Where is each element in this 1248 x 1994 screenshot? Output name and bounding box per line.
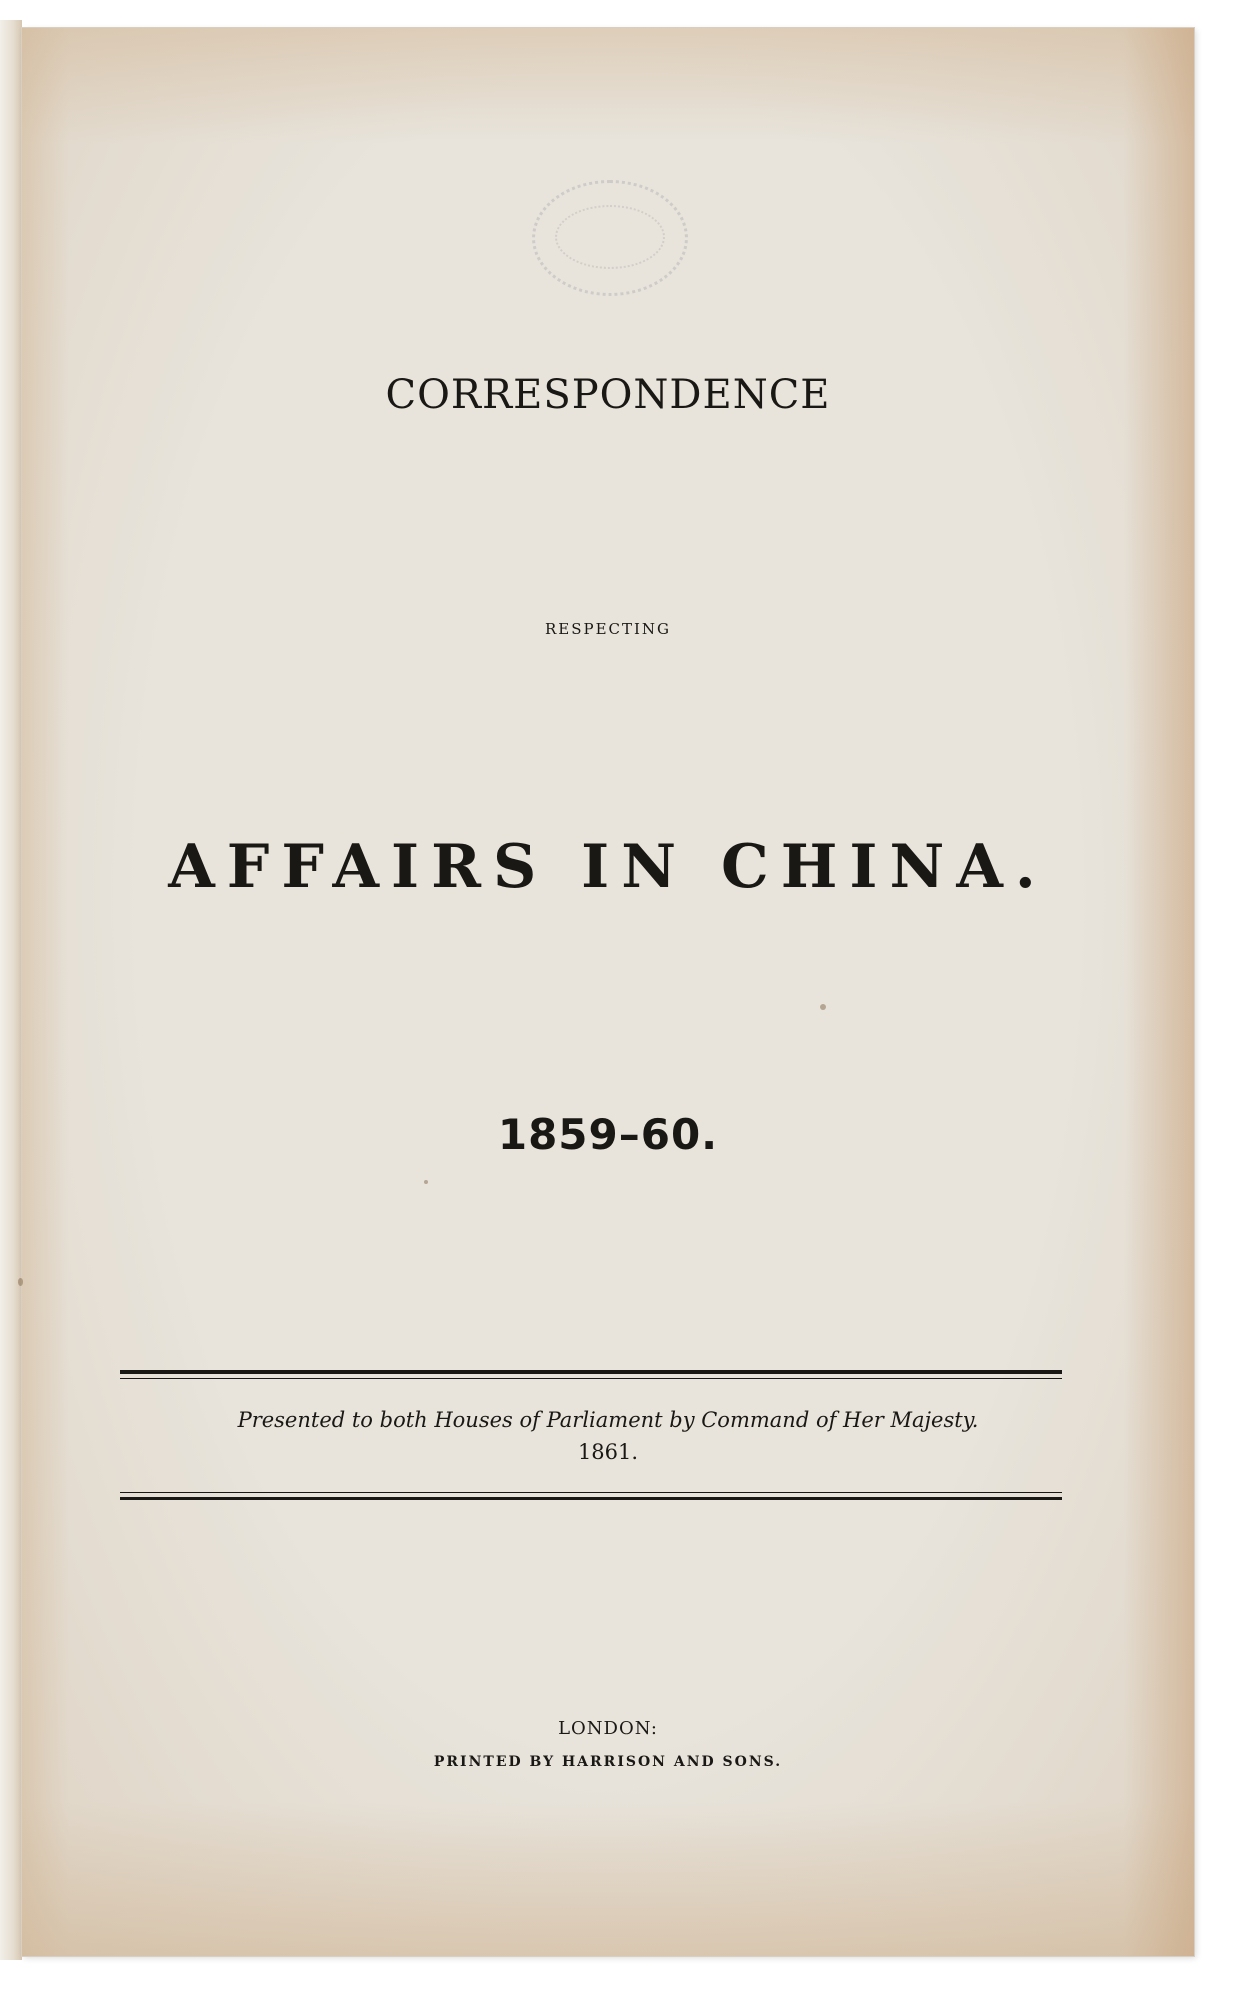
paper-speck: [18, 1278, 23, 1286]
library-stamp-inner-ring: [555, 205, 665, 269]
bottom-thin-rule: [120, 1492, 1062, 1493]
book-spine-edge: [0, 20, 22, 1960]
respecting-label: RESPECTING: [544, 620, 672, 638]
bottom-thick-rule: [120, 1497, 1062, 1500]
top-thin-rule: [120, 1378, 1062, 1379]
presented-statement: Presented to both Houses of Parliament by Command of Her Majesty.: [237, 1408, 979, 1432]
imprint-city: LONDON:: [558, 1718, 658, 1739]
library-stamp-icon: [532, 180, 688, 296]
imprint-printer: PRINTED BY HARRISON AND SONS.: [433, 1754, 783, 1770]
title-page-paper: [22, 28, 1194, 1956]
paper-speck: [424, 1180, 428, 1184]
document-years: 1859–60.: [497, 1110, 719, 1159]
document-subject: AFFAIRS IN CHINA.: [168, 832, 1048, 902]
presented-year: 1861.: [577, 1440, 639, 1464]
top-thick-rule: [120, 1370, 1062, 1374]
paper-speck: [820, 1004, 826, 1010]
document-title: CORRESPONDENCE: [385, 372, 831, 418]
